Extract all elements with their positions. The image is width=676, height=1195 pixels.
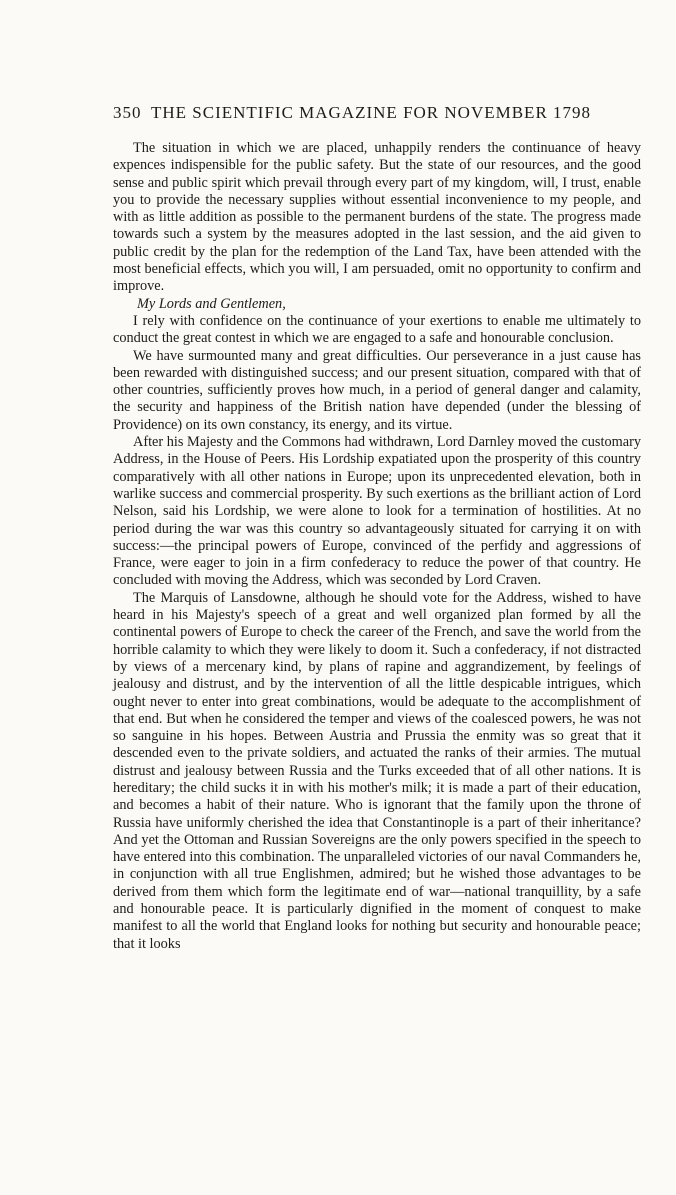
paragraph-marquis-lansdowne: The Marquis of Lansdowne, although he should vote for the Address, wished to have heard in his Majesty's speech of a great and well organized plan formed by all the continental powers of Europe to check the career of the French, and save the world from the horrible calamity to which they were likely to doom it. Such a confederacy, if not distracted by views of a mercenary kind, by plans of rapine and aggrandizement, by feelings of jealousy and distrust, and by the intervention of all the little despicable intrigues, which ought never to enter into great combinations, would be adequate to the accomplishment of that end. But when he considered the temper and views of the coalesced powers, he was not so sanguine in his hopes. Between Austria and Prussia the enmity was so great that it descended even to the private soldiers, and actuated the ranks of their armies. The mutual distrust and jealousy between Russia and the Turks exceeded that of all other nations. It is hereditary; the child sucks it in with his mother's milk; it is made a part of their education, and becomes a habit of their nature. Who is ignorant that the family upon the throne of Russia have uniformly cherished the idea that Constantinople is a part of their inheritance? And yet the Ottoman and Russian Sovereigns are the only powers specified in the speech to have entered into this combination. The unparalleled victories of our naval Commanders he, in conjunction with all true Englishmen, admired; but he wished those advantages to be derived from them which form the legitimate end of war—national tranquillity, by a safe and honourable peace. It is particularly dignified in the moment of conquest to make manifest to all the world that England looks for nothing but security and honourable peace; that it looks [113, 589, 641, 952]
paragraph-difficulties: We have surmounted many and great difficulties. Our perseverance in a just cause has been rewarded with distinguished success; and our present situation, compared with that of other countries, sufficiently proves how much, in a period of general danger and calamity, the security and happiness of the British nation have depended (under the blessing of Providence) on its own constancy, its energy, and its virtue. [113, 347, 641, 433]
paragraph-exertions: I rely with confidence on the continuance of your exertions to enable me ultimately to conduct the great contest in which we are engaged to a safe and honourable conclusion. [113, 312, 641, 347]
running-header [113, 103, 641, 129]
page-number: 350 [113, 103, 142, 122]
paragraph-finances: The situation in which we are placed, unhappily renders the continuance of heavy expences indispensible for the public safety. But the state of our resources, and the good sense and public spirit which prevail through every part of my kingdom, will, I trust, enable you to provide the necessary supplies without essential inconvenience to my people, and with as little addition as possible to the permanent burdens of the state. The progress made towards such a system by the measures adopted in the last session, and the aid given to public credit by the plan for the redemption of the Land Tax, have been attended with the most beneficial effects, which you will, I am persuaded, omit no opportunity to confirm and improve. [113, 140, 641, 295]
article-body [113, 140, 641, 953]
running-title: THE SCIENTIFIC MAGAZINE FOR NOVEMBER 1798 [151, 103, 592, 122]
paragraph-lord-darnley: After his Majesty and the Commons had withdrawn, Lord Darnley moved the customary Address, in the House of Peers. His Lordship expatiated upon the prosperity of this country comparatively with all other nations in Europe; upon its unprecedented elevation, both in warlike success and commercial prosperity. By such exertions as the brilliant action of Lord Nelson, said his Lordship, we were alone to look for a termination of hostilities. At no period during the war was this country so advantageously situated for carrying it on with success:—the principal powers of Europe, convinced of the perfidy and aggressions of France, were eager to join in a firm confederacy to reduce the power of that country. He concluded with moving the Address, which was seconded by Lord Craven. [113, 434, 641, 589]
salutation: My Lords and Gentlemen, [137, 295, 286, 312]
